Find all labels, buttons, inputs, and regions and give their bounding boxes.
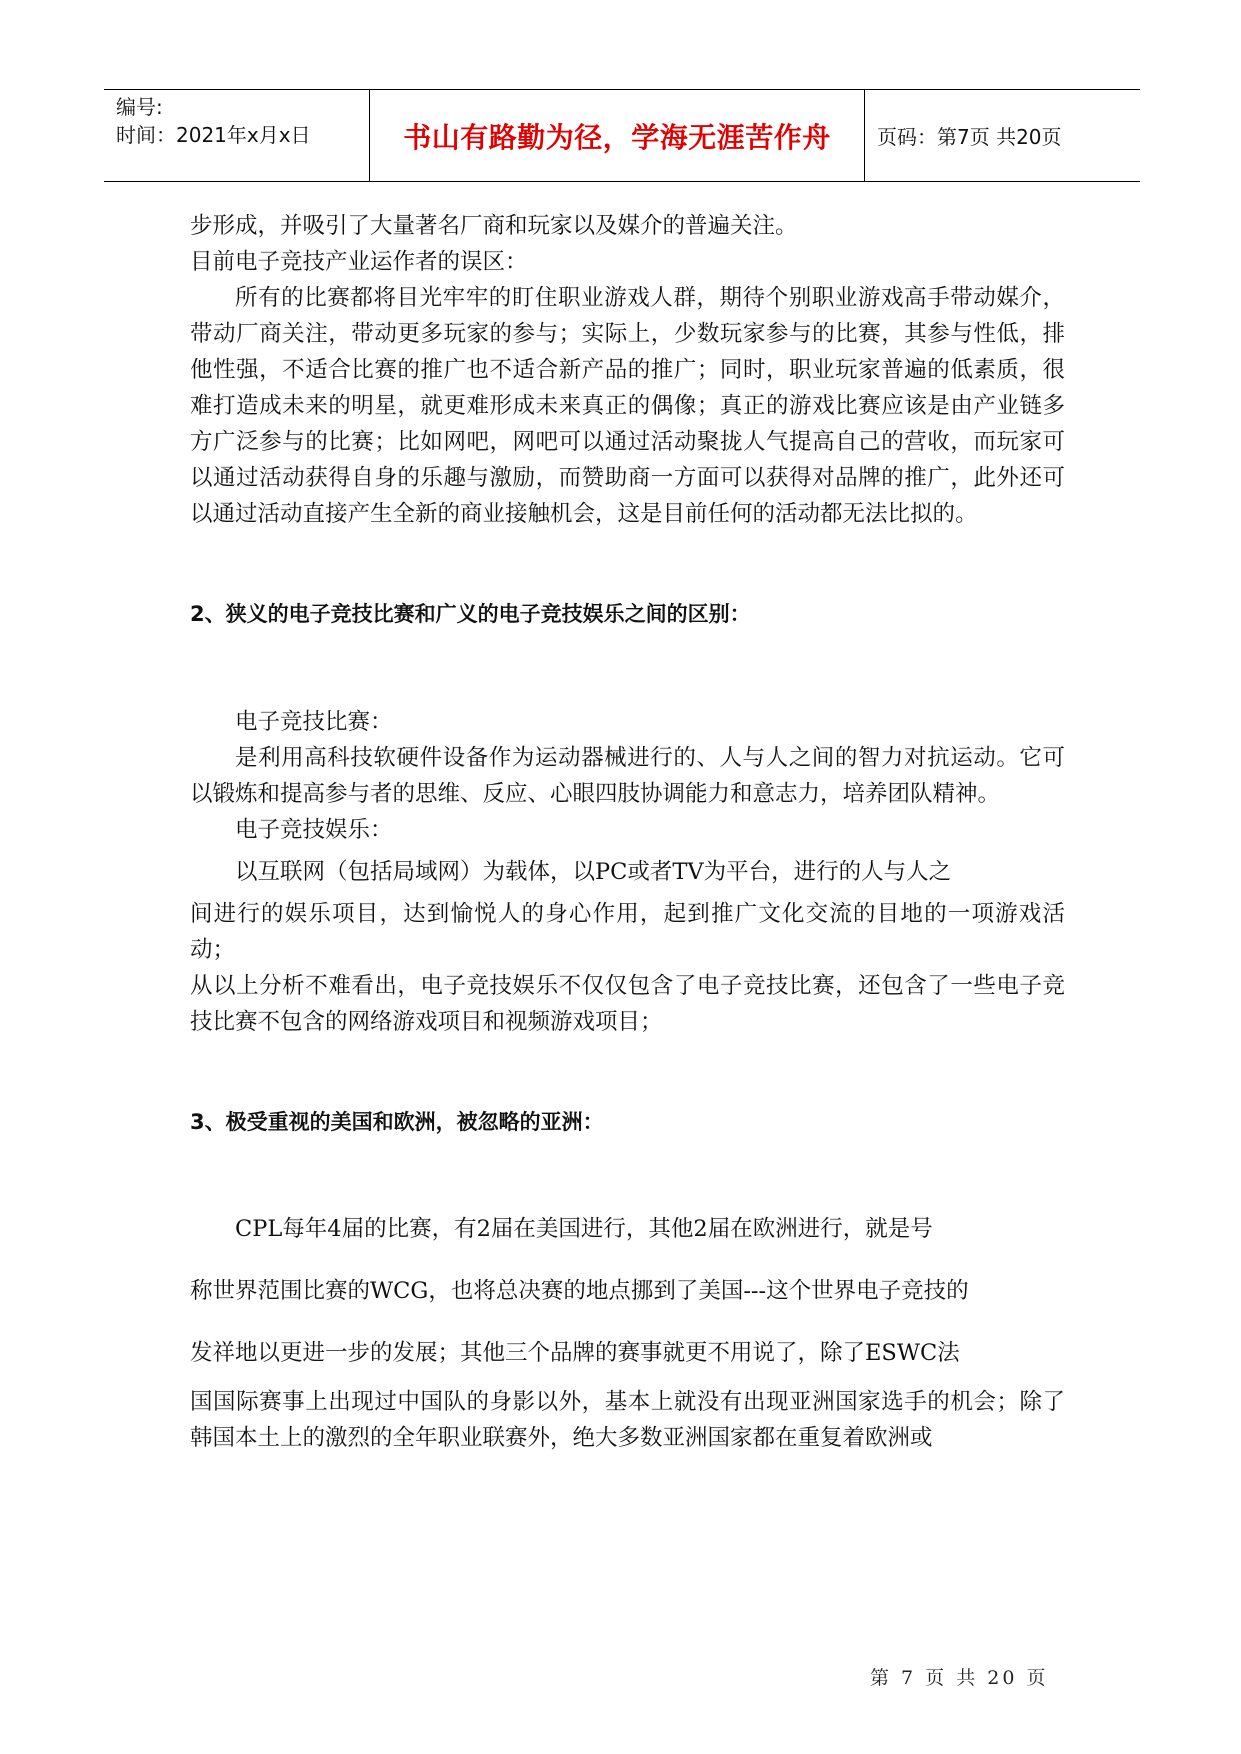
paragraph: 间进行的娱乐项目，达到愉悦人的身心作用，起到推广文化交流的目地的一项游戏活动；	[190, 901, 1065, 963]
section-heading-2: 2、狭义的电子竞技比赛和广义的电子竞技娱乐之间的区别：	[190, 602, 751, 626]
paragraph: 电子竞技比赛：	[235, 709, 393, 735]
header-page-code: 页码：第7页 共20页	[877, 125, 1062, 149]
header-page-cell	[865, 90, 1140, 181]
paragraph: 发祥地以更进一步的发展；其他三个品牌的赛事就更不用说了，除了ESWC法	[190, 1340, 960, 1366]
paragraph: 国国际赛事上出现过中国队的身影以外，基本上就没有出现亚洲国家选手的机会；除了韩国本土上的激烈的全年职业联赛外，绝大多数亚洲国家都在重复着欧洲或	[190, 1389, 1065, 1451]
paragraph: 以互联网（包括局域网）为载体，以PC或者TV为平台，进行的人与人之	[235, 859, 952, 885]
serial-label: 编号:	[116, 95, 163, 119]
section-heading-3: 3、极受重视的美国和欧洲，被忽略的亚洲：	[190, 1110, 604, 1134]
time-label: 时间：2021年x月x日	[116, 123, 311, 147]
motto-text: 书山有路勤为径，学海无涯苦作舟	[403, 120, 831, 154]
document-body	[190, 208, 1065, 1456]
page-header	[104, 89, 1140, 182]
paragraph: 所有的比赛都将目光牢牢的盯住职业游戏人群，期待个别职业游戏高手带动媒介，带动厂商关注，带动更多玩家的参与；实际上，少数玩家参与的比赛，其参与性低，排他性强，不适合比赛的推广也不适合新产品的推广；同时，职业玩家普遍的低素质，很难打造成未来的明星，就更难形成未来真正的偶像；真正的游戏比赛应该是由产业链多方广泛参与的比赛；比如网吧，网吧可以通过活动聚拢人气提高自己的营收，而玩家可以通过活动获得自身的乐趣与激励，而赞助商一方面可以获得对品牌的推广，此外还可以通过活动直接产生全新的商业接触机会，这是目前任何的活动都无法比拟的。	[190, 285, 1065, 527]
paragraph: 步形成，并吸引了大量著名厂商和玩家以及媒介的普遍关注。	[190, 213, 798, 239]
header-meta-cell	[104, 90, 370, 181]
paragraph: 从以上分析不难看出，电子竞技娱乐不仅仅包含了电子竞技比赛，还包含了一些电子竞技比赛不包含的网络游戏项目和视频游戏项目；	[190, 973, 1065, 1035]
paragraph: 目前电子竞技产业运作者的误区：	[190, 249, 528, 275]
header-motto-cell	[370, 90, 865, 181]
page-footer: 第 7 页 共 20 页	[870, 1667, 1049, 1689]
paragraph: CPL每年4届的比赛，有2届在美国进行，其他2届在欧洲进行，就是号	[235, 1216, 933, 1242]
paragraph: 是利用高科技软硬件设备作为运动器械进行的、人与人之间的智力对抗运动。它可以锻炼和提高参与者的思维、反应、心眼四肢协调能力和意志力，培养团队精神。	[190, 745, 1065, 807]
paragraph: 电子竞技娱乐：	[235, 817, 393, 843]
paragraph: 称世界范围比赛的WCG，也将总决赛的地点挪到了美国---这个世界电子竞技的	[190, 1278, 969, 1304]
